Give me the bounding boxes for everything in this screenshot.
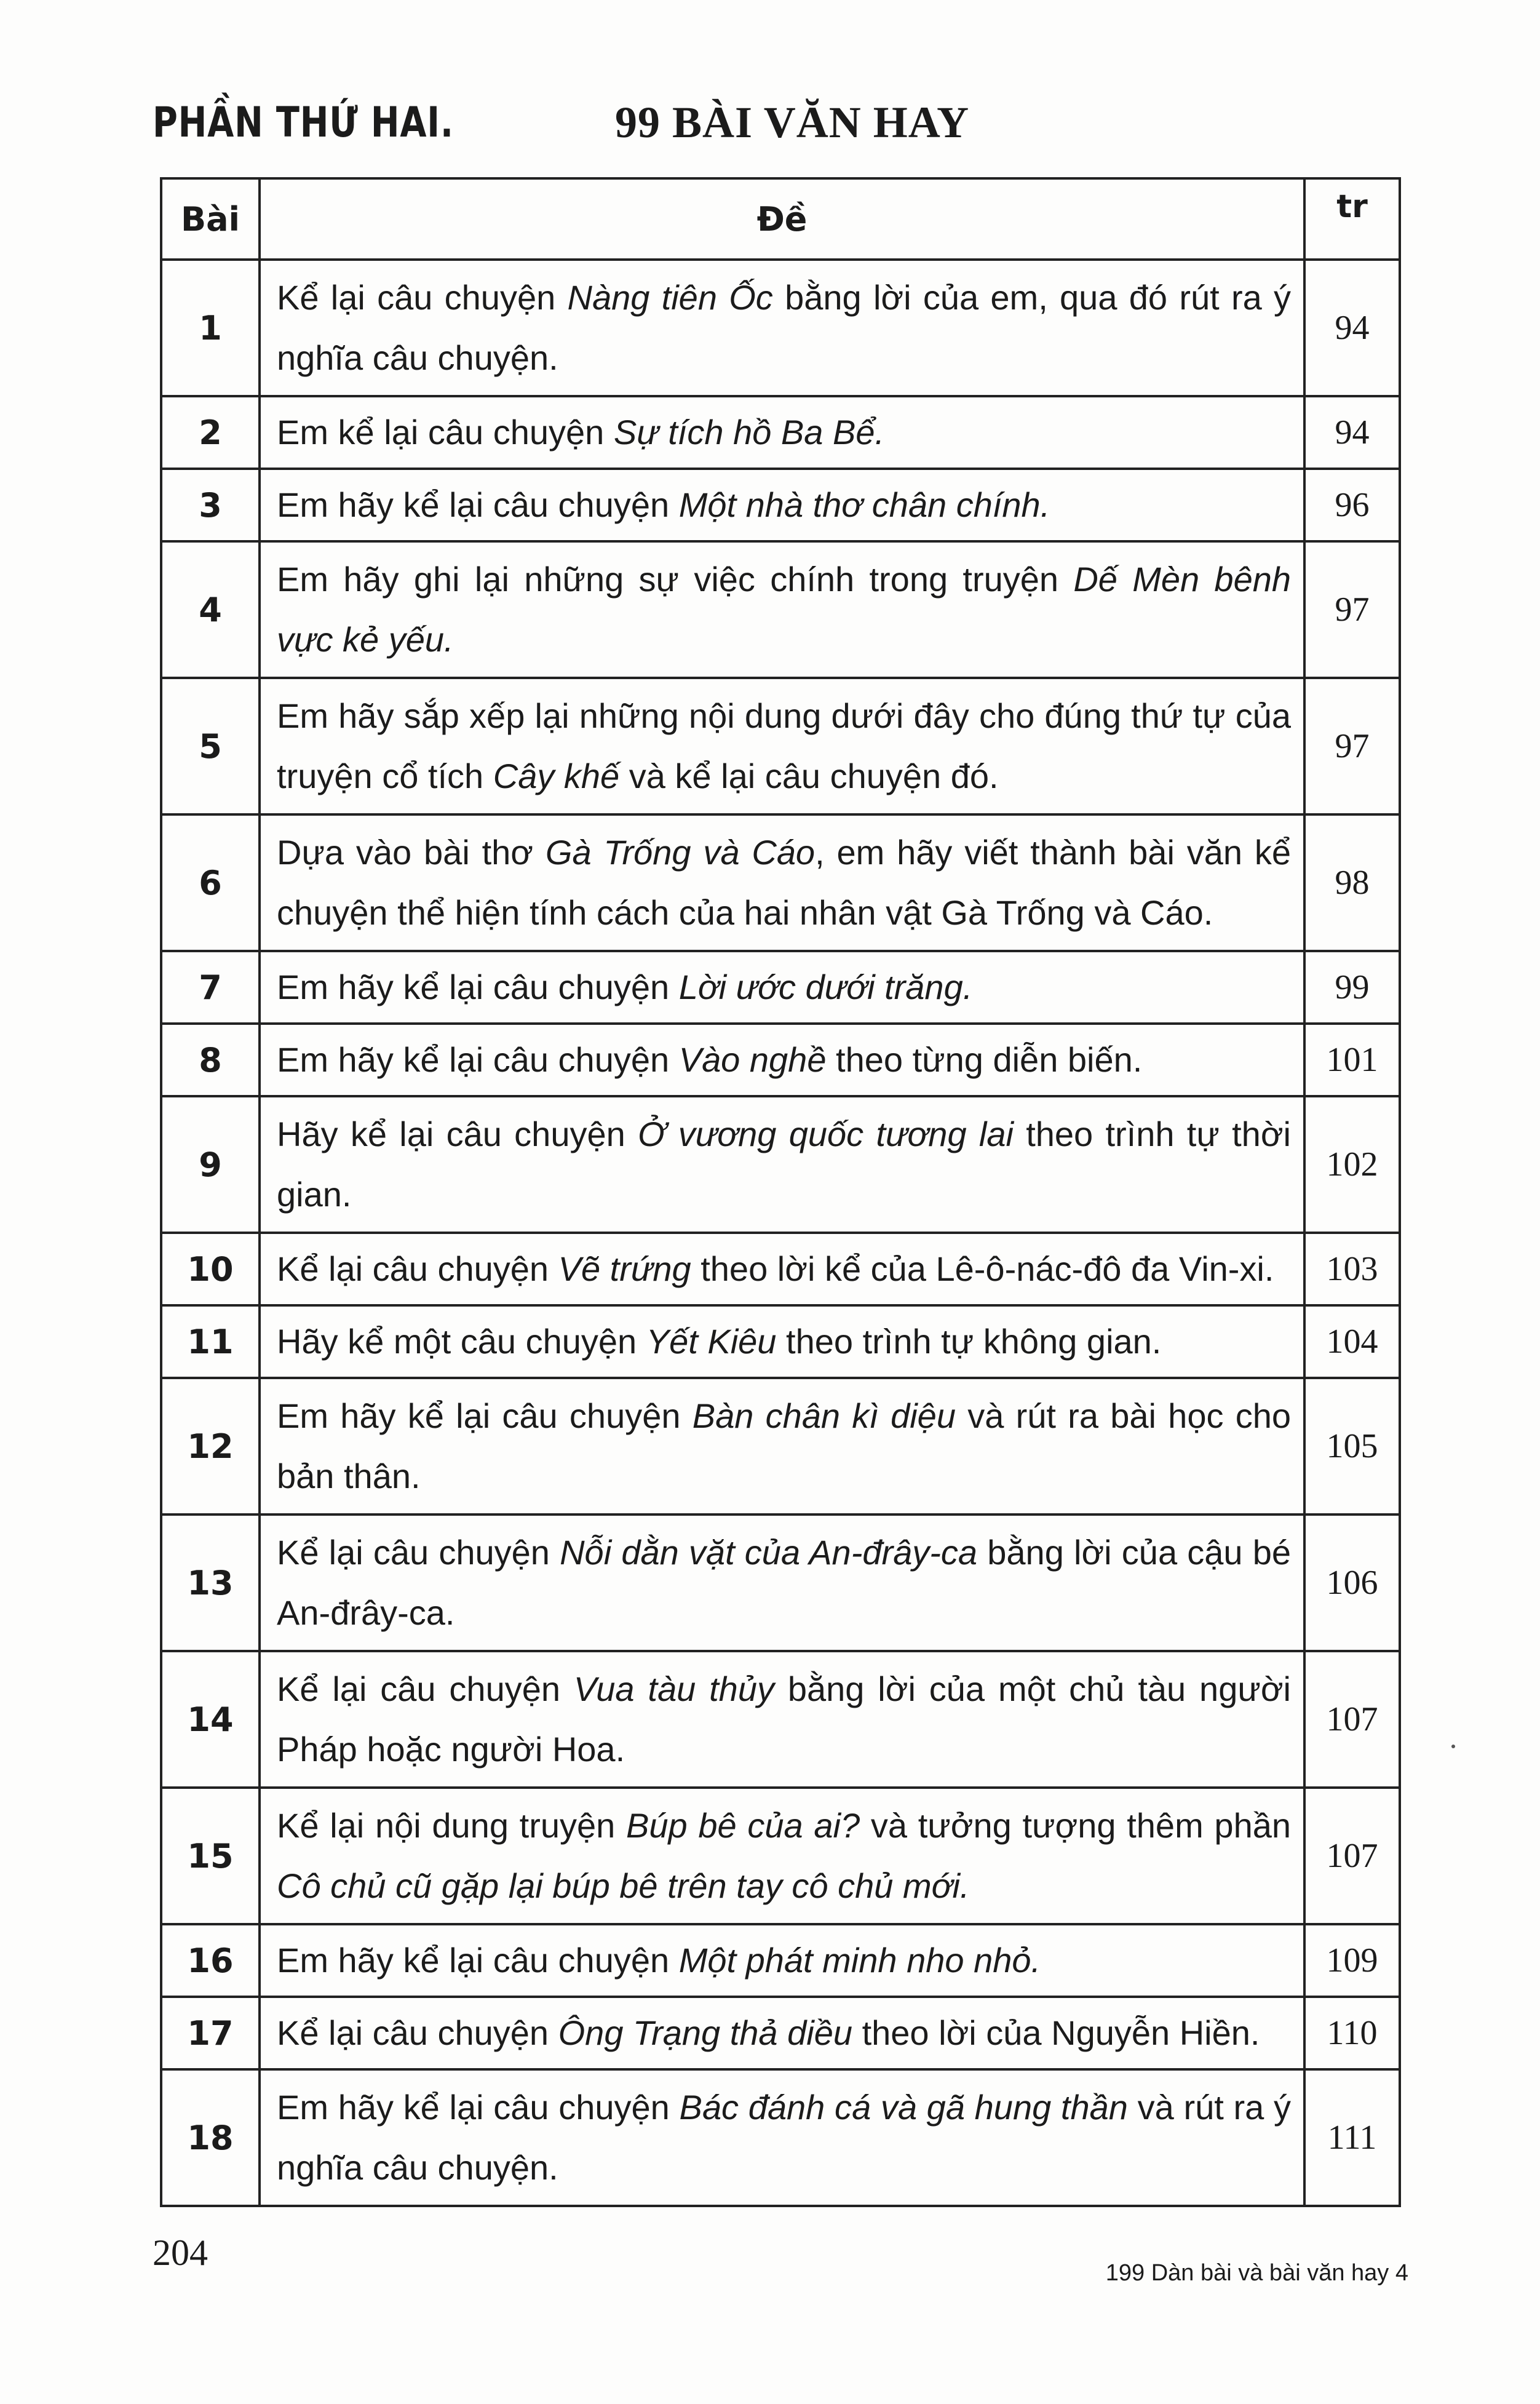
row-page: 96 — [1304, 469, 1400, 541]
table-row — [161, 951, 1400, 1024]
table-row — [161, 1651, 1400, 1788]
prompt-text: Kể lại câu chuyện — [277, 1670, 574, 1708]
story-title: Cây khế — [493, 757, 620, 795]
prompt-text: Kể lại câu chuyện — [277, 2013, 558, 2052]
row-page: 107 — [1304, 1788, 1400, 1924]
prompt-text: theo từng diễn biến. — [826, 1040, 1143, 1079]
row-title — [260, 1096, 1304, 1233]
story-title: Một phát minh nho nhỏ. — [678, 1941, 1041, 1980]
prompt-text: theo trình tự thời gian. — [277, 1115, 1291, 1214]
row-number: 18 — [161, 2069, 260, 2206]
prompt-text: , em hãy viết thành bài văn kể chuyện thể hiện tính cách của hai nhân vật Gà Trống và Cáo. — [277, 833, 1291, 932]
prompt-text: Em hãy kể lại câu chuyện — [277, 968, 679, 1006]
row-title — [260, 1378, 1304, 1514]
story-title: Búp bê của ai? — [626, 1806, 860, 1845]
story-title: Bác đánh cá và gã hung thần — [679, 2088, 1128, 2127]
row-page: 97 — [1304, 541, 1400, 678]
row-title — [260, 541, 1304, 678]
story-title: Vẽ trứng — [558, 1249, 691, 1288]
page-header — [153, 92, 1401, 160]
row-number: 7 — [161, 951, 260, 1024]
row-page: 107 — [1304, 1651, 1400, 1788]
row-number: 2 — [161, 396, 260, 469]
row-number: 13 — [161, 1514, 260, 1651]
table-header-row — [161, 178, 1400, 260]
header-number: Bài — [161, 178, 260, 260]
prompt-text: Hãy kể một câu chuyện — [277, 1322, 646, 1361]
row-page: 111 — [1304, 2069, 1400, 2206]
prompt-text: Kể lại câu chuyện — [277, 1249, 558, 1288]
prompt-text: bằng lời của một chủ tàu người Pháp hoặc người Hoa. — [277, 1670, 1291, 1769]
row-number: 9 — [161, 1096, 260, 1233]
prompt-text: Dựa vào bài thơ — [277, 833, 546, 872]
table-row — [161, 1997, 1400, 2069]
row-page: 109 — [1304, 1924, 1400, 1997]
row-page: 94 — [1304, 396, 1400, 469]
row-page: 104 — [1304, 1305, 1400, 1378]
row-title — [260, 951, 1304, 1024]
story-title: Vào nghề — [678, 1040, 827, 1079]
row-title — [260, 678, 1304, 814]
table-row — [161, 1096, 1400, 1233]
story-title: Dế Mèn bênh vực kẻ yếu. — [277, 560, 1292, 659]
prompt-text: bằng lời của em, qua đó rút ra ý nghĩa câu chuyện. — [277, 278, 1292, 377]
row-number: 11 — [161, 1305, 260, 1378]
row-title — [260, 2069, 1304, 2206]
header-title: Đề — [260, 178, 1304, 260]
row-number: 17 — [161, 1997, 260, 2069]
row-page: 102 — [1304, 1096, 1400, 1233]
table-row — [161, 1024, 1400, 1096]
prompt-text: và kể lại câu chuyện đó. — [619, 757, 999, 795]
prompt-text: Kể lại nội dung truyện — [277, 1806, 627, 1845]
table-row — [161, 469, 1400, 541]
row-number: 3 — [161, 469, 260, 541]
story-title: Lời ước dưới trăng. — [678, 968, 973, 1006]
story-title: Ông Trạng thả diều — [558, 2013, 853, 2052]
row-page: 98 — [1304, 814, 1400, 951]
prompt-text: và tưởng tượng thêm phần — [860, 1806, 1292, 1845]
row-title — [260, 814, 1304, 951]
print-speck — [1451, 1745, 1455, 1748]
table-row — [161, 541, 1400, 678]
row-number: 4 — [161, 541, 260, 678]
prompt-text: Em hãy kể lại câu chuyện — [277, 2088, 680, 2127]
story-title: Một nhà thơ chân chính. — [678, 485, 1050, 524]
row-title — [260, 260, 1304, 396]
row-number: 6 — [161, 814, 260, 951]
prompt-text: Kể lại câu chuyện — [277, 278, 568, 317]
story-title: Yết Kiêu — [646, 1322, 777, 1361]
row-page: 94 — [1304, 260, 1400, 396]
story-title: Bàn chân kì diệu — [692, 1396, 956, 1435]
row-page: 106 — [1304, 1514, 1400, 1651]
story-title: Cô chủ cũ gặp lại búp bê trên tay cô chủ mới. — [277, 1866, 970, 1905]
row-page: 99 — [1304, 951, 1400, 1024]
story-title: Gà Trống và Cáo — [545, 833, 816, 872]
prompt-text: Em hãy sắp xếp lại những nội dung dưới đây cho đúng thứ tự của truyện cổ tích — [277, 696, 1291, 795]
table-row — [161, 678, 1400, 814]
table-row — [161, 1233, 1400, 1305]
row-number: 8 — [161, 1024, 260, 1096]
row-title — [260, 1924, 1304, 1997]
prompt-text: Em hãy kể lại câu chuyện — [277, 1396, 693, 1435]
row-title — [260, 396, 1304, 469]
page-number: 204 — [153, 2232, 208, 2273]
row-number: 15 — [161, 1788, 260, 1924]
prompt-text: Em hãy kể lại câu chuyện — [277, 485, 679, 524]
row-title — [260, 469, 1304, 541]
table-of-contents — [160, 177, 1401, 2207]
prompt-text: theo trình tự không gian. — [776, 1322, 1162, 1361]
prompt-text: Hãy kể lại câu chuyện — [277, 1115, 638, 1153]
row-title — [260, 1651, 1304, 1788]
story-title: Ở vương quốc tương lai — [638, 1115, 1014, 1153]
prompt-text: Em hãy kể lại câu chuyện — [277, 1941, 679, 1980]
row-title — [260, 1024, 1304, 1096]
row-title — [260, 1788, 1304, 1924]
row-number: 1 — [161, 260, 260, 396]
prompt-text: bằng lời của cậu bé An-đrây-ca. — [277, 1533, 1292, 1632]
row-page: 103 — [1304, 1233, 1400, 1305]
row-title — [260, 1233, 1304, 1305]
row-page: 110 — [1304, 1997, 1400, 2069]
table-row — [161, 814, 1400, 951]
table-row — [161, 1924, 1400, 1997]
row-title — [260, 1305, 1304, 1378]
row-number: 12 — [161, 1378, 260, 1514]
prompt-text: theo lời kể của Lê-ô-nác-đô đa Vin-xi. — [691, 1249, 1274, 1288]
prompt-text: theo lời của Nguyễn Hiền. — [852, 2013, 1260, 2052]
row-number: 10 — [161, 1233, 260, 1305]
row-title — [260, 1997, 1304, 2069]
table-row — [161, 1305, 1400, 1378]
row-page: 105 — [1304, 1378, 1400, 1514]
prompt-text: Kể lại câu chuyện — [277, 1533, 560, 1572]
table-row — [161, 396, 1400, 469]
table-row — [161, 1514, 1400, 1651]
table-row — [161, 2069, 1400, 2206]
row-number: 16 — [161, 1924, 260, 1997]
table-row — [161, 1378, 1400, 1514]
prompt-text: Em hãy kể lại câu chuyện — [277, 1040, 679, 1079]
story-title: Sự tích hồ Ba Bể. — [613, 413, 885, 452]
row-page: 97 — [1304, 678, 1400, 814]
table-body — [161, 260, 1400, 2206]
prompt-text: Em hãy ghi lại những sự việc chính trong truyện — [277, 560, 1074, 599]
header-page: tr — [1304, 178, 1400, 260]
part-label: PHẦN THỨ HAI. — [153, 98, 454, 147]
prompt-text: và rút ra ý nghĩa câu chuyện. — [277, 2088, 1291, 2187]
row-number: 5 — [161, 678, 260, 814]
table-row — [161, 260, 1400, 396]
section-title: 99 BÀI VĂN HAY — [615, 98, 970, 147]
table-row — [161, 1788, 1400, 1924]
prompt-text: Em kể lại câu chuyện — [277, 413, 614, 452]
book-title: 199 Dàn bài và bài văn hay 4 — [1105, 2260, 1408, 2286]
story-title: Nàng tiên Ốc — [567, 278, 773, 317]
row-page: 101 — [1304, 1024, 1400, 1096]
row-title — [260, 1514, 1304, 1651]
story-title: Vua tàu thủy — [573, 1670, 774, 1708]
prompt-text: và rút ra bài học cho bản thân. — [277, 1396, 1291, 1495]
story-title: Nỗi dằn vặt của An-đrây-ca — [560, 1533, 978, 1572]
row-number: 14 — [161, 1651, 260, 1788]
